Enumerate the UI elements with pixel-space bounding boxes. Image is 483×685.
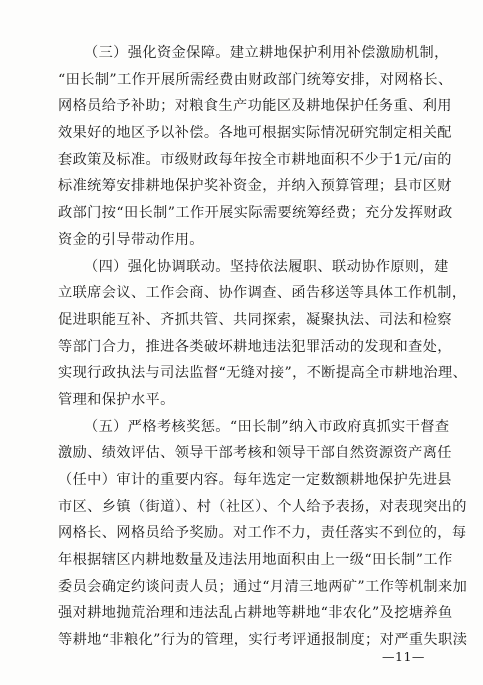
- text-line: “田长制”工作开展所需经费由财政部门统筹安排，对网格长、: [58, 71, 453, 88]
- text-line: 强对耕地抛荒治理和违法乱占耕地等耕地“非农化”及挖塘养鱼: [58, 605, 453, 622]
- text-line: 标准统筹安排耕地保护奖补资金，并纳入预算管理；县市区财: [58, 178, 452, 195]
- text-line: 网格长、网格员给予奖励。对工作不力，责任落实不到位的，每: [58, 525, 467, 542]
- text-line: 资金的引导带动作用。: [58, 231, 204, 248]
- paragraph-section-4: [58, 254, 468, 414]
- text-line: 效果好的地区予以补偿。各地可根据实际情况研究制定相关配: [58, 125, 452, 142]
- text-line: 市区、乡镇（街道）、村（社区）、个人给予表扬，对表现突出的: [58, 498, 467, 515]
- text-line: 管理和保护水平。: [58, 391, 175, 408]
- text-line: （五）严格考核奖惩。“田长制”纳入市政府真抓实干督查: [84, 418, 450, 435]
- document-body: [58, 40, 468, 654]
- text-line: 立联席会议、工作会商、协作调查、函告移送等具体工作机制，: [58, 285, 467, 302]
- text-line: 等耕地“非粮化”行为的管理，实行考评通报制度；对严重失职渎: [58, 632, 468, 649]
- text-line: 政部门按“田长制”工作开展实际需要统筹经费；充分发挥财政: [58, 205, 453, 222]
- page-number: —11—: [382, 649, 425, 664]
- text-line: 促进职能互补、齐抓共管、共同探索，凝聚执法、司法和检察: [58, 311, 452, 328]
- text-line: 激励、绩效评估、领导干部考核和领导干部自然资源资产离任: [58, 445, 452, 462]
- text-line: 年根据辖区内耕地数量及违法用地面积由上一级“田长制”工作: [58, 552, 453, 569]
- text-line: 委员会确定约谈问责人员；通过“月清三地两矿”工作等机制来加: [58, 578, 468, 595]
- text-line: 实现行政执法与司法监督“无缝对接”，不断提高全市耕地治理、: [58, 365, 468, 382]
- text-line: 套政策及标准。市级财政每年按全市耕地面积不少于1元/亩的: [58, 151, 452, 168]
- text-line: （任中）审计的重要内容。每年选定一定数额耕地保护先进县: [58, 472, 452, 488]
- paragraph-section-5: [58, 414, 468, 654]
- text-line: （四）强化协调联动。坚持依法履职、联动协作原则，建: [84, 258, 449, 275]
- paragraph-section-3: [58, 40, 453, 254]
- text-line: （三）强化资金保障。建立耕地保护利用补偿激励机制，: [84, 45, 449, 61]
- text-line: 网格员给予补助；对粮食生产功能区及耕地保护任务重、利用: [58, 98, 452, 115]
- text-line: 等部门合力，推进各类破坏耕地违法犯罪活动的发现和查处，: [58, 338, 452, 355]
